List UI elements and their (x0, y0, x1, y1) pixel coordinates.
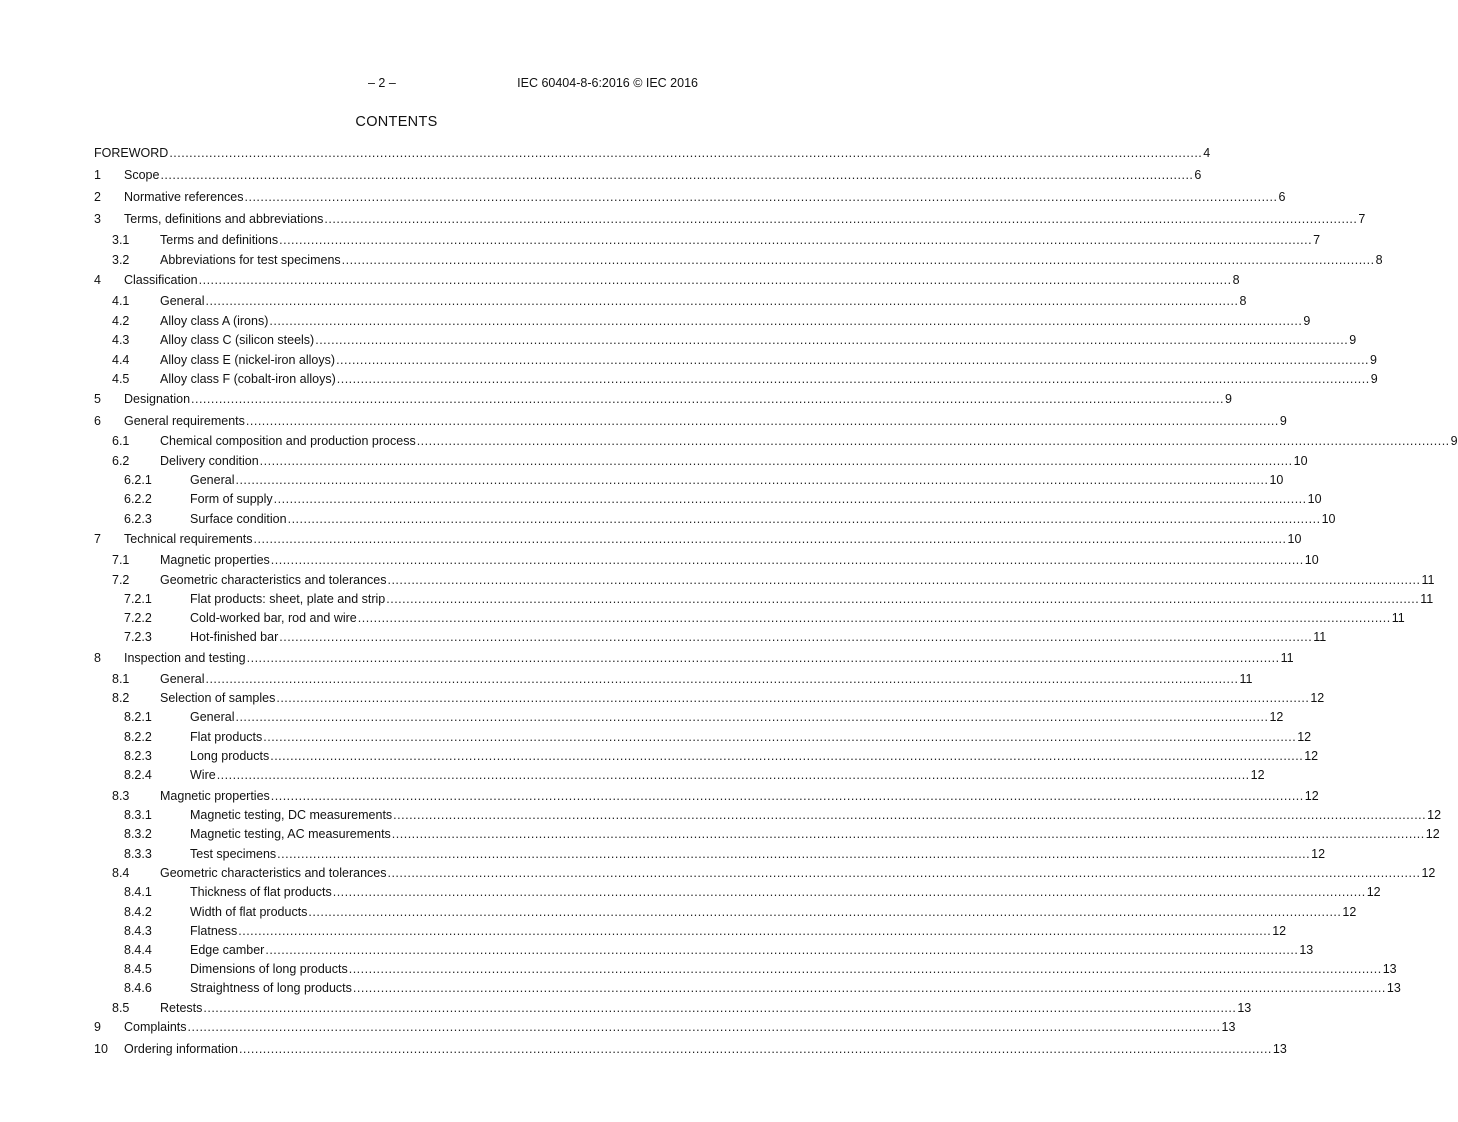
toc-section-number: 4.1 (112, 294, 130, 308)
toc-section-number: 3.2 (112, 253, 130, 267)
toc-entry[interactable] (94, 371, 1378, 387)
toc-entry[interactable] (94, 145, 1211, 161)
toc-entry-body (124, 391, 1232, 407)
dot-leader: .................................................................................................................................................................................................................................................................... (187, 1020, 1221, 1034)
dot-leader: .................................................................................................................................................................................................................................................................... (352, 981, 1386, 995)
toc-entry-body (190, 629, 1327, 645)
toc-entry[interactable] (94, 433, 1458, 449)
toc-section-title: Chemical composition and production process (160, 434, 416, 448)
toc-entry[interactable] (94, 252, 1383, 268)
dot-leader: .................................................................................................................................................................................................................................................................... (235, 473, 1269, 487)
toc-section-number: 4.5 (112, 372, 130, 386)
toc-section-number: 6.1 (112, 434, 130, 448)
toc-entry[interactable] (94, 313, 1311, 329)
toc-entry-body (124, 167, 1202, 183)
toc-section-title: Thickness of flat products (190, 885, 332, 899)
toc-page-number: 9 (1370, 372, 1378, 386)
toc-entry-body (124, 211, 1366, 227)
toc-section-title: Form of supply (190, 492, 273, 506)
toc-entry[interactable] (94, 904, 1357, 920)
toc-entry-body (94, 145, 1211, 161)
toc-entry-body (160, 690, 1325, 706)
toc-entry[interactable] (94, 531, 1302, 547)
toc-section-title: Hot-finished bar (190, 630, 279, 644)
dot-leader: .................................................................................................................................................................................................................................................................... (324, 212, 1358, 226)
toc-entry-body (160, 552, 1319, 568)
toc-entry[interactable] (94, 807, 1442, 823)
toc-page-number: 9 (1224, 392, 1232, 406)
toc-entry-body (190, 491, 1322, 507)
toc-page-number: 8 (1239, 294, 1247, 308)
dot-leader: .................................................................................................................................................................................................................................................................... (160, 168, 1194, 182)
toc-entry[interactable] (94, 1000, 1252, 1016)
toc-page-number: 10 (1321, 512, 1336, 526)
toc-section-title: Test specimens (190, 847, 277, 861)
toc-page-number: 11 (1420, 592, 1434, 606)
toc-section-number: 8.2 (112, 691, 130, 705)
toc-entry-body (190, 709, 1284, 725)
toc-entry[interactable] (94, 332, 1357, 348)
toc-entry-body (160, 788, 1319, 804)
toc-page-number: 6 (1278, 190, 1286, 204)
toc-section-title: Long products (190, 749, 270, 763)
toc-page-number: 8 (1375, 253, 1383, 267)
toc-section-title: Abbreviations for test specimens (160, 253, 341, 267)
toc-section-number: 8.3.2 (124, 827, 152, 841)
dot-leader: .................................................................................................................................................................................................................................................................... (336, 353, 1370, 367)
toc-entry[interactable] (94, 729, 1312, 745)
toc-page-number: 12 (1297, 730, 1312, 744)
dot-leader: .................................................................................................................................................................................................................................................................... (238, 924, 1272, 938)
toc-page-number: 13 (1386, 981, 1401, 995)
toc-section-number: 5 (94, 392, 101, 406)
dot-leader: .................................................................................................................................................................................................................................................................... (269, 314, 1303, 328)
toc-section-title: Delivery condition (160, 454, 259, 468)
toc-section-title: Alloy class C (silicon steels) (160, 333, 315, 347)
toc-entry-body (190, 904, 1357, 920)
toc-entry[interactable] (94, 511, 1336, 527)
dot-leader: .................................................................................................................................................................................................................................................................... (276, 691, 1310, 705)
toc-page-number: 13 (1221, 1020, 1236, 1034)
toc-page-number: 11 (1239, 672, 1253, 686)
toc-section-number: 6.2.1 (124, 473, 152, 487)
toc-section-number: 8.2.2 (124, 730, 152, 744)
toc-page-number: 9 (1279, 414, 1287, 428)
toc-entry-body (190, 942, 1314, 958)
toc-section-number: 9 (94, 1020, 101, 1034)
toc-section-number: 7.2.1 (124, 592, 152, 606)
dot-leader: .................................................................................................................................................................................................................................................................... (277, 847, 1311, 861)
toc-page-number: 13 (1299, 943, 1314, 957)
toc-page-number: 9 (1450, 434, 1458, 448)
toc-entry[interactable] (94, 293, 1247, 309)
toc-section-number: 2 (94, 190, 101, 204)
toc-section-number: 6.2.2 (124, 492, 152, 506)
toc-section-number: 6.2 (112, 454, 130, 468)
dot-leader: .................................................................................................................................................................................................................................................................... (246, 651, 1280, 665)
toc-section-number: 4 (94, 273, 101, 287)
toc-entry[interactable] (94, 748, 1319, 764)
dot-leader: .................................................................................................................................................................................................................................................................... (270, 789, 1304, 803)
toc-entry-body (190, 980, 1401, 996)
dot-leader: .................................................................................................................................................................................................................................................................... (416, 434, 1450, 448)
toc-entry-body (190, 961, 1397, 977)
toc-entry-body (190, 767, 1265, 783)
toc-page-number: 10 (1304, 553, 1319, 567)
toc-section-number: 8.4.2 (124, 905, 152, 919)
dot-leader: .................................................................................................................................................................................................................................................................... (235, 710, 1269, 724)
toc-entry[interactable] (94, 167, 1202, 183)
dot-leader: .................................................................................................................................................................................................................................................................... (279, 233, 1313, 247)
toc-section-number: 7.1 (112, 553, 130, 567)
toc-entry-body (190, 511, 1336, 527)
toc-entry-body (190, 923, 1287, 939)
dot-leader: .................................................................................................................................................................................................................................................................... (336, 372, 1370, 386)
toc-entry[interactable] (94, 980, 1401, 996)
dot-leader: .................................................................................................................................................................................................................................................................... (265, 943, 1299, 957)
toc-section-title: Alloy class E (nickel-iron alloys) (160, 353, 336, 367)
toc-page-number: 6 (1194, 168, 1202, 182)
toc-page-number: 12 (1272, 924, 1287, 938)
toc-entry[interactable] (94, 413, 1287, 429)
toc-entry-body (160, 1000, 1252, 1016)
toc-entry-body (160, 313, 1311, 329)
toc-entry[interactable] (94, 472, 1284, 488)
toc-section-title: Magnetic testing, AC measurements (190, 827, 391, 841)
toc-section-number: 8.2.1 (124, 710, 152, 724)
toc-section-title: Straightness of long products (190, 981, 352, 995)
toc-section-number: 8.3.3 (124, 847, 152, 861)
toc-entry-body (124, 272, 1240, 288)
toc-entry-body (160, 293, 1247, 309)
toc-entry[interactable] (94, 453, 1308, 469)
dot-leader: .................................................................................................................................................................................................................................................................... (393, 808, 1427, 822)
toc-entry-body (190, 826, 1440, 842)
toc-section-number: 3 (94, 212, 101, 226)
toc-entry-body (124, 413, 1287, 429)
toc-entry[interactable] (94, 391, 1232, 407)
toc-entry-body (190, 807, 1442, 823)
toc-section-number: 8.1 (112, 672, 130, 686)
toc-page-number: 12 (1304, 789, 1319, 803)
toc-page-number: 8 (1232, 273, 1240, 287)
toc-page-number: 9 (1349, 333, 1357, 347)
toc-entry[interactable] (94, 767, 1265, 783)
toc-section-title: Dimensions of long products (190, 962, 348, 976)
toc-page-number: 10 (1307, 492, 1322, 506)
page-title: CONTENTS (355, 114, 438, 130)
dot-leader: .................................................................................................................................................................................................................................................................... (263, 730, 1297, 744)
toc-entry[interactable] (94, 272, 1240, 288)
toc-section-number: 8.4 (112, 866, 130, 880)
dot-leader: .................................................................................................................................................................................................................................................................... (244, 190, 1278, 204)
toc-entry[interactable] (94, 846, 1326, 862)
toc-entry[interactable] (94, 865, 1436, 881)
toc-entry[interactable] (94, 671, 1253, 687)
toc-section-title: Edge camber (190, 943, 265, 957)
toc-page-number: 9 (1303, 314, 1311, 328)
toc-section-number: 7.2 (112, 573, 130, 587)
toc-section-title: Ordering information (124, 1042, 238, 1056)
toc-entry[interactable] (94, 884, 1381, 900)
toc-entry-body (160, 332, 1357, 348)
page-number: – 2 – (368, 76, 396, 90)
toc-entry-body (160, 865, 1436, 881)
toc-section-title: Complaints (124, 1020, 187, 1034)
toc-section-title: Geometric characteristics and tolerances (160, 866, 387, 880)
dot-leader: .................................................................................................................................................................................................................................................................... (279, 630, 1313, 644)
toc-section-title: General (160, 294, 205, 308)
toc-section-title: Cold-worked bar, rod and wire (190, 611, 357, 625)
toc-entry-body (190, 884, 1381, 900)
toc-section-number: 6 (94, 414, 101, 428)
toc-page-number: 13 (1237, 1001, 1252, 1015)
toc-section-number: 8.4.6 (124, 981, 152, 995)
toc-section-title: Surface condition (190, 512, 287, 526)
toc-section-title: Magnetic testing, DC measurements (190, 808, 393, 822)
toc-section-number: 8.4.1 (124, 885, 152, 899)
toc-section-number: 8.2.3 (124, 749, 152, 763)
toc-entry-body (160, 252, 1383, 268)
toc-section-title: Magnetic properties (160, 553, 270, 567)
dot-leader: .................................................................................................................................................................................................................................................................... (205, 294, 1239, 308)
dot-leader: .................................................................................................................................................................................................................................................................... (238, 1042, 1272, 1056)
toc-page-number: 11 (1421, 573, 1435, 587)
toc-page-number: 11 (1280, 651, 1294, 665)
toc-entry[interactable] (94, 610, 1405, 626)
toc-section-number: 3.1 (112, 233, 130, 247)
dot-leader: .................................................................................................................................................................................................................................................................... (270, 749, 1304, 763)
toc-entry-body (190, 748, 1319, 764)
toc-entry-body (190, 846, 1326, 862)
dot-leader: .................................................................................................................................................................................................................................................................... (387, 573, 1421, 587)
toc-entry[interactable] (94, 650, 1294, 666)
toc-section-title: FOREWORD (94, 146, 169, 160)
dot-leader: .................................................................................................................................................................................................................................................................... (357, 611, 1391, 625)
toc-entry[interactable] (94, 923, 1287, 939)
toc-section-title: General (160, 672, 205, 686)
toc-entry-body (190, 729, 1312, 745)
toc-section-number: 8.4.5 (124, 962, 152, 976)
toc-page-number: 12 (1269, 710, 1284, 724)
toc-page-number: 4 (1203, 146, 1211, 160)
toc-section-title: Width of flat products (190, 905, 308, 919)
dot-leader: .................................................................................................................................................................................................................................................................... (253, 532, 1287, 546)
toc-section-number: 1 (94, 168, 101, 182)
toc-entry-body (190, 472, 1284, 488)
toc-page-number: 12 (1342, 905, 1357, 919)
toc-section-number: 4.2 (112, 314, 130, 328)
toc-section-title: Magnetic properties (160, 789, 270, 803)
dot-leader: .................................................................................................................................................................................................................................................................... (386, 592, 1420, 606)
toc-section-title: Geometric characteristics and tolerances (160, 573, 387, 587)
toc-section-number: 6.2.3 (124, 512, 152, 526)
dot-leader: .................................................................................................................................................................................................................................................................... (203, 1001, 1237, 1015)
toc-page-number: 10 (1293, 454, 1308, 468)
toc-page-number: 12 (1250, 768, 1265, 782)
toc-entry-body (190, 610, 1405, 626)
toc-entry[interactable] (94, 709, 1284, 725)
toc-page-number: 12 (1310, 691, 1325, 705)
toc-section-title: Alloy class A (irons) (160, 314, 269, 328)
toc-entry[interactable] (94, 942, 1314, 958)
toc-page-number: 12 (1304, 749, 1319, 763)
toc-section-title: Flat products (190, 730, 263, 744)
toc-page-number: 13 (1272, 1042, 1287, 1056)
toc-page-number: 9 (1370, 353, 1377, 367)
toc-page-number: 7 (1358, 212, 1366, 226)
toc-page-number: 10 (1269, 473, 1284, 487)
toc-section-number: 8.2.4 (124, 768, 152, 782)
toc-section-title: Wire (190, 768, 216, 782)
toc-entry[interactable] (94, 961, 1397, 977)
dot-leader: .................................................................................................................................................................................................................................................................... (315, 333, 1349, 347)
toc-section-title: Designation (124, 392, 191, 406)
toc-section-number: 8 (94, 651, 101, 665)
toc-entry-body (124, 1041, 1287, 1057)
dot-leader: .................................................................................................................................................................................................................................................................... (216, 768, 1250, 782)
dot-leader: .................................................................................................................................................................................................................................................................... (191, 392, 1224, 406)
toc-section-number: 8.5 (112, 1001, 130, 1015)
toc-entry[interactable] (94, 491, 1322, 507)
toc-entry[interactable] (94, 232, 1321, 248)
toc-entry[interactable] (94, 1019, 1236, 1035)
toc-entry-body (160, 433, 1458, 449)
dot-leader: .................................................................................................................................................................................................................................................................... (273, 492, 1307, 506)
toc-entry[interactable] (94, 572, 1435, 588)
toc-section-title: Retests (160, 1001, 203, 1015)
toc-entry[interactable] (94, 826, 1440, 842)
toc-entry[interactable] (94, 629, 1327, 645)
dot-leader: .................................................................................................................................................................................................................................................................... (348, 962, 1382, 976)
toc-section-title: Inspection and testing (124, 651, 246, 665)
toc-entry-body (124, 650, 1294, 666)
toc-section-number: 7.2.2 (124, 611, 152, 625)
toc-section-title: Terms and definitions (160, 233, 279, 247)
toc-page-number: 11 (1391, 611, 1405, 625)
toc-section-number: 4.3 (112, 333, 130, 347)
dot-leader: .................................................................................................................................................................................................................................................................... (387, 866, 1421, 880)
dot-leader: .................................................................................................................................................................................................................................................................... (198, 273, 1232, 287)
toc-section-number: 8.3.1 (124, 808, 152, 822)
page-header (94, 76, 698, 92)
toc-entry[interactable] (94, 591, 1434, 607)
toc-page-number: 12 (1421, 866, 1436, 880)
dot-leader: .................................................................................................................................................................................................................................................................... (270, 553, 1304, 567)
toc-entry-body (160, 371, 1378, 387)
toc-section-title: Scope (124, 168, 160, 182)
toc-section-title: General requirements (124, 414, 245, 428)
toc-section-number: 8.4.3 (124, 924, 152, 938)
dot-leader: .................................................................................................................................................................................................................................................................... (287, 512, 1321, 526)
dot-leader: .................................................................................................................................................................................................................................................................... (308, 905, 1342, 919)
toc-page-number: 12 (1311, 847, 1326, 861)
toc-entry[interactable] (94, 1041, 1287, 1057)
dot-leader: .................................................................................................................................................................................................................................................................... (341, 253, 1375, 267)
toc-section-title: Normative references (124, 190, 244, 204)
toc-entry[interactable] (94, 690, 1325, 706)
dot-leader: .................................................................................................................................................................................................................................................................... (245, 414, 1279, 428)
toc-section-number: 4.4 (112, 353, 130, 367)
toc-entry-body (124, 1019, 1236, 1035)
toc-section-title: Terms, definitions and abbreviations (124, 212, 324, 226)
toc-entry[interactable] (94, 352, 1377, 368)
toc-section-title: Flatness (190, 924, 238, 938)
toc-page-number: 7 (1313, 233, 1321, 247)
toc-entry-body (124, 531, 1302, 547)
dot-leader: .................................................................................................................................................................................................................................................................... (259, 454, 1293, 468)
dot-leader: .................................................................................................................................................................................................................................................................... (205, 672, 1239, 686)
toc-page-number: 12 (1427, 808, 1442, 822)
toc-entry[interactable] (94, 552, 1319, 568)
toc-section-number: 7 (94, 532, 101, 546)
toc-section-title: General (190, 710, 235, 724)
toc-entry[interactable] (94, 788, 1319, 804)
toc-entry-body (160, 352, 1377, 368)
toc-section-number: 8.4.4 (124, 943, 152, 957)
toc-entry-body (160, 232, 1321, 248)
toc-page-number: 11 (1313, 630, 1327, 644)
toc-section-title: Alloy class F (cobalt-iron alloys) (160, 372, 336, 386)
dot-leader: .................................................................................................................................................................................................................................................................... (332, 885, 1366, 899)
toc-section-number: 8.3 (112, 789, 130, 803)
toc-entry-body (160, 671, 1253, 687)
toc-page-number: 10 (1287, 532, 1302, 546)
toc-entry[interactable] (94, 211, 1366, 227)
toc-entry-body (160, 453, 1308, 469)
toc-section-title: Flat products: sheet, plate and strip (190, 592, 386, 606)
toc-entry-body (124, 189, 1286, 205)
toc-section-number: 7.2.3 (124, 630, 152, 644)
toc-entry-body (190, 591, 1434, 607)
toc-section-title: General (190, 473, 235, 487)
toc-section-title: Selection of samples (160, 691, 276, 705)
toc-entry-body (160, 572, 1435, 588)
document-reference: IEC 60404-8-6:2016 © IEC 2016 (517, 76, 698, 90)
toc-section-title: Technical requirements (124, 532, 253, 546)
dot-leader: .................................................................................................................................................................................................................................................................... (391, 827, 1425, 841)
toc-entry[interactable] (94, 189, 1286, 205)
toc-page-number: 12 (1366, 885, 1381, 899)
dot-leader: .................................................................................................................................................................................................................................................................... (169, 146, 1203, 160)
toc-page-number: 13 (1382, 962, 1397, 976)
toc-section-number: 10 (94, 1042, 108, 1056)
toc-section-title: Classification (124, 273, 198, 287)
toc-page-number: 12 (1425, 827, 1440, 841)
